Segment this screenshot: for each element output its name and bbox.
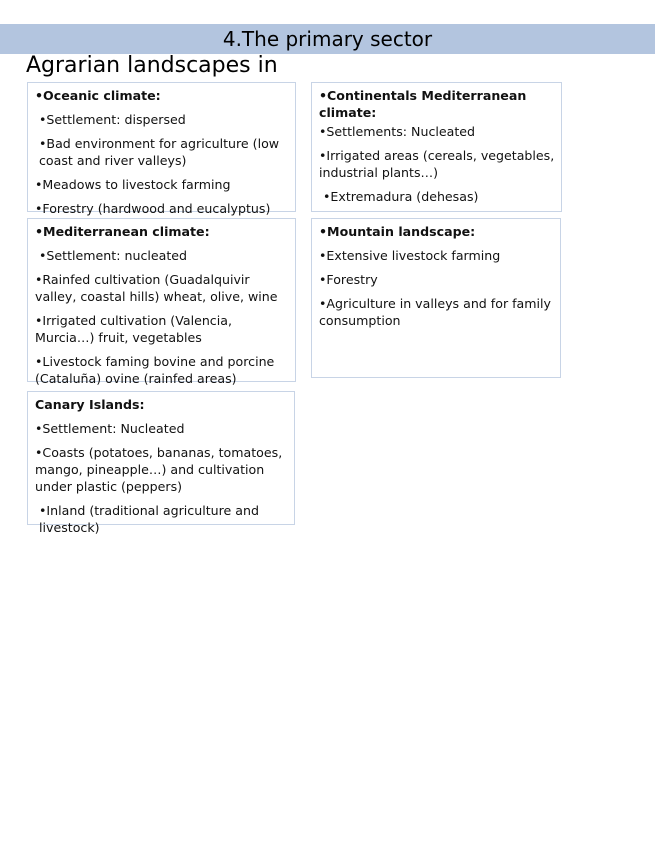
canary-item: •Inland (traditional agriculture and livestock) xyxy=(39,503,259,535)
canary-item: •Coasts (potatoes, bananas, tomatoes, mango, pineapple…) and cultivation under plastic (peppers) xyxy=(35,445,283,494)
mountain-item: •Forestry xyxy=(319,272,378,287)
oceanic-climate-box xyxy=(27,82,296,216)
mountain-item: •Agriculture in valleys and for family consumption xyxy=(319,296,551,328)
continental-item: •Extremadura (dehesas) xyxy=(323,189,479,204)
mountain-item: •Extensive livestock farming xyxy=(319,248,501,263)
oceanic-item: •Meadows to livestock farming xyxy=(35,177,231,192)
mountain-title: •Mountain landscape: xyxy=(319,224,476,239)
mediterranean-climate-box xyxy=(27,218,296,386)
oceanic-title: •Oceanic climate: xyxy=(35,88,161,103)
canary-islands-box xyxy=(27,391,295,535)
mediterranean-item: •Settlement: nucleated xyxy=(39,248,188,263)
oceanic-item: •Bad environment for agriculture (low coast and river valleys) xyxy=(39,136,280,168)
canary-title: Canary Islands: xyxy=(35,397,145,412)
mediterranean-title: •Mediterranean climate: xyxy=(35,224,210,239)
mountain-landscape-box xyxy=(311,218,561,378)
canary-item: •Settlement: Nucleated xyxy=(35,421,185,436)
continental-mediterranean-box xyxy=(311,82,562,212)
mediterranean-item: •Rainfed cultivation (Guadalquivir valley, coastal hills) wheat, olive, wine xyxy=(35,272,278,304)
oceanic-item: •Settlement: dispersed xyxy=(39,112,186,127)
slide-heading: Agrarian landscapes in xyxy=(26,53,278,78)
continental-title: •Continentals Mediterranean climate: xyxy=(319,88,527,120)
banner-title: 4.The primary sector xyxy=(222,27,433,51)
continental-item: •Settlements: Nucleated xyxy=(319,124,476,139)
slide-banner xyxy=(0,24,655,54)
continental-item: •Irrigated areas (cereals, vegetables, industrial plants…) xyxy=(319,148,555,180)
mediterranean-item: •Livestock faming bovine and porcine (Cataluña) ovine (rainfed areas) xyxy=(35,354,275,386)
oceanic-item: •Forestry (hardwood and eucalyptus) xyxy=(35,201,271,216)
mediterranean-item: •Irrigated cultivation (Valencia, Murcia…) fruit, vegetables xyxy=(35,313,232,345)
